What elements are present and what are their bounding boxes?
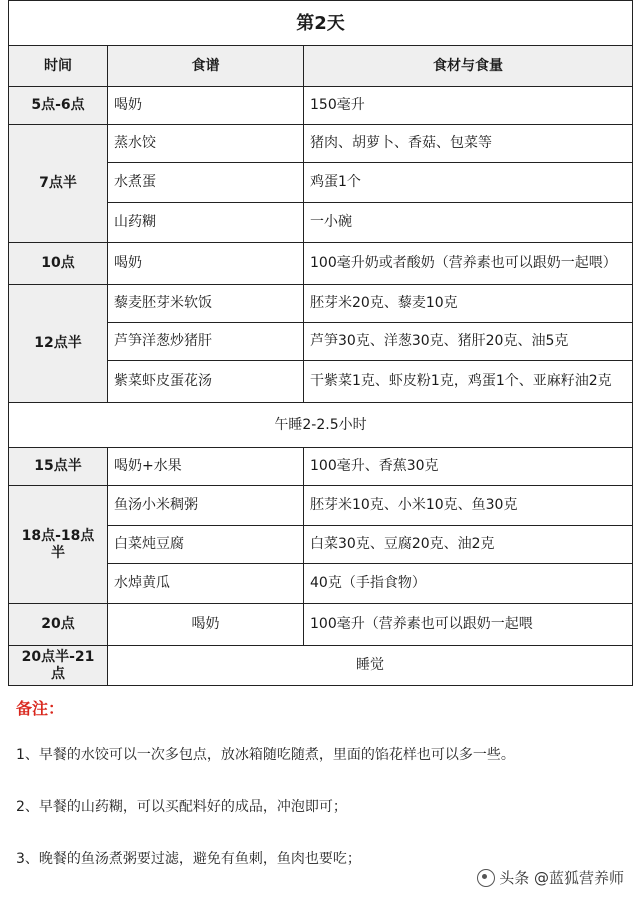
recipe-cell: 鱼汤小米稠粥 bbox=[108, 486, 304, 526]
recipe-cell: 白菜炖豆腐 bbox=[108, 526, 304, 564]
time-cell: 7点半 bbox=[9, 125, 108, 243]
recipe-cell: 水焯黄瓜 bbox=[108, 564, 304, 604]
table-row bbox=[9, 243, 633, 285]
recipe-cell: 山药糊 bbox=[108, 203, 304, 243]
remark-note: 3、晚餐的鱼汤煮粥要过滤，避免有鱼刺，鱼肉也要吃； bbox=[16, 851, 361, 867]
header-ingredients: 食材与食量 bbox=[304, 46, 633, 87]
ingredients-cell: 胚芽米10克、小米10克、鱼30克 bbox=[304, 486, 633, 526]
time-cell: 10点 bbox=[9, 243, 108, 285]
table-row bbox=[9, 486, 633, 526]
table-row bbox=[9, 448, 633, 486]
recipe-cell: 水煮蛋 bbox=[108, 163, 304, 203]
ingredients-cell: 一小碗 bbox=[304, 203, 633, 243]
remark-note: 1、早餐的水饺可以一次多包点，放冰箱随吃随煮，里面的馅花样也可以多一些。 bbox=[16, 747, 515, 763]
merged-cell: 睡觉 bbox=[108, 646, 633, 686]
time-cell: 20点半-21点 bbox=[9, 646, 108, 686]
table-row bbox=[9, 125, 633, 163]
ingredients-cell: 100毫升（营养素也可以跟奶一起喂 bbox=[304, 604, 633, 646]
remark-note: 2、早餐的山药糊，可以买配料好的成品，冲泡即可； bbox=[16, 799, 347, 815]
ingredients-cell: 芦笋30克、洋葱30克、猪肝20克、油5克 bbox=[304, 323, 633, 361]
watermark bbox=[473, 865, 628, 890]
recipe-cell: 紫菜虾皮蛋花汤 bbox=[108, 361, 304, 403]
ingredients-cell: 胚芽米20克、藜麦10克 bbox=[304, 285, 633, 323]
table-row bbox=[9, 646, 633, 686]
header-time: 时间 bbox=[9, 46, 108, 87]
nap-cell: 午睡2-2.5小时 bbox=[9, 403, 633, 448]
ingredients-cell: 干紫菜1克、虾皮粉1克，鸡蛋1个、亚麻籽油2克 bbox=[304, 361, 633, 403]
ingredients-cell: 100毫升、香蕉30克 bbox=[304, 448, 633, 486]
watermark-text: 头条 @蓝狐营养师 bbox=[499, 869, 624, 887]
ingredients-cell: 150毫升 bbox=[304, 87, 633, 125]
header-recipe: 食谱 bbox=[108, 46, 304, 87]
time-cell: 18点-18点半 bbox=[9, 486, 108, 604]
recipe-cell: 喝奶 bbox=[108, 87, 304, 125]
ingredients-cell: 100毫升奶或者酸奶（营养素也可以跟奶一起喂） bbox=[304, 243, 633, 285]
wechat-icon bbox=[477, 869, 495, 887]
ingredients-cell: 鸡蛋1个 bbox=[304, 163, 633, 203]
recipe-cell: 藜麦胚芽米软饭 bbox=[108, 285, 304, 323]
table-title: 第2天 bbox=[9, 1, 633, 46]
recipe-cell: 喝奶 bbox=[108, 243, 304, 285]
title-row bbox=[9, 1, 633, 46]
table-row bbox=[9, 285, 633, 323]
header-row bbox=[9, 46, 633, 87]
time-cell: 5点-6点 bbox=[9, 87, 108, 125]
time-cell: 20点 bbox=[9, 604, 108, 646]
table-row bbox=[9, 604, 633, 646]
ingredients-cell: 白菜30克、豆腐20克、油2克 bbox=[304, 526, 633, 564]
table-row bbox=[9, 87, 633, 125]
recipe-cell: 喝奶+水果 bbox=[108, 448, 304, 486]
recipe-cell: 芦笋洋葱炒猪肝 bbox=[108, 323, 304, 361]
remarks-title: 备注： bbox=[16, 699, 65, 718]
recipe-cell: 喝奶 bbox=[108, 604, 304, 646]
time-cell: 15点半 bbox=[9, 448, 108, 486]
recipe-cell: 蒸水饺 bbox=[108, 125, 304, 163]
nap-row bbox=[9, 403, 633, 448]
ingredients-cell: 猪肉、胡萝卜、香菇、包菜等 bbox=[304, 125, 633, 163]
time-cell: 12点半 bbox=[9, 285, 108, 403]
ingredients-cell: 40克（手指食物） bbox=[304, 564, 633, 604]
meal-schedule-table bbox=[8, 0, 633, 686]
